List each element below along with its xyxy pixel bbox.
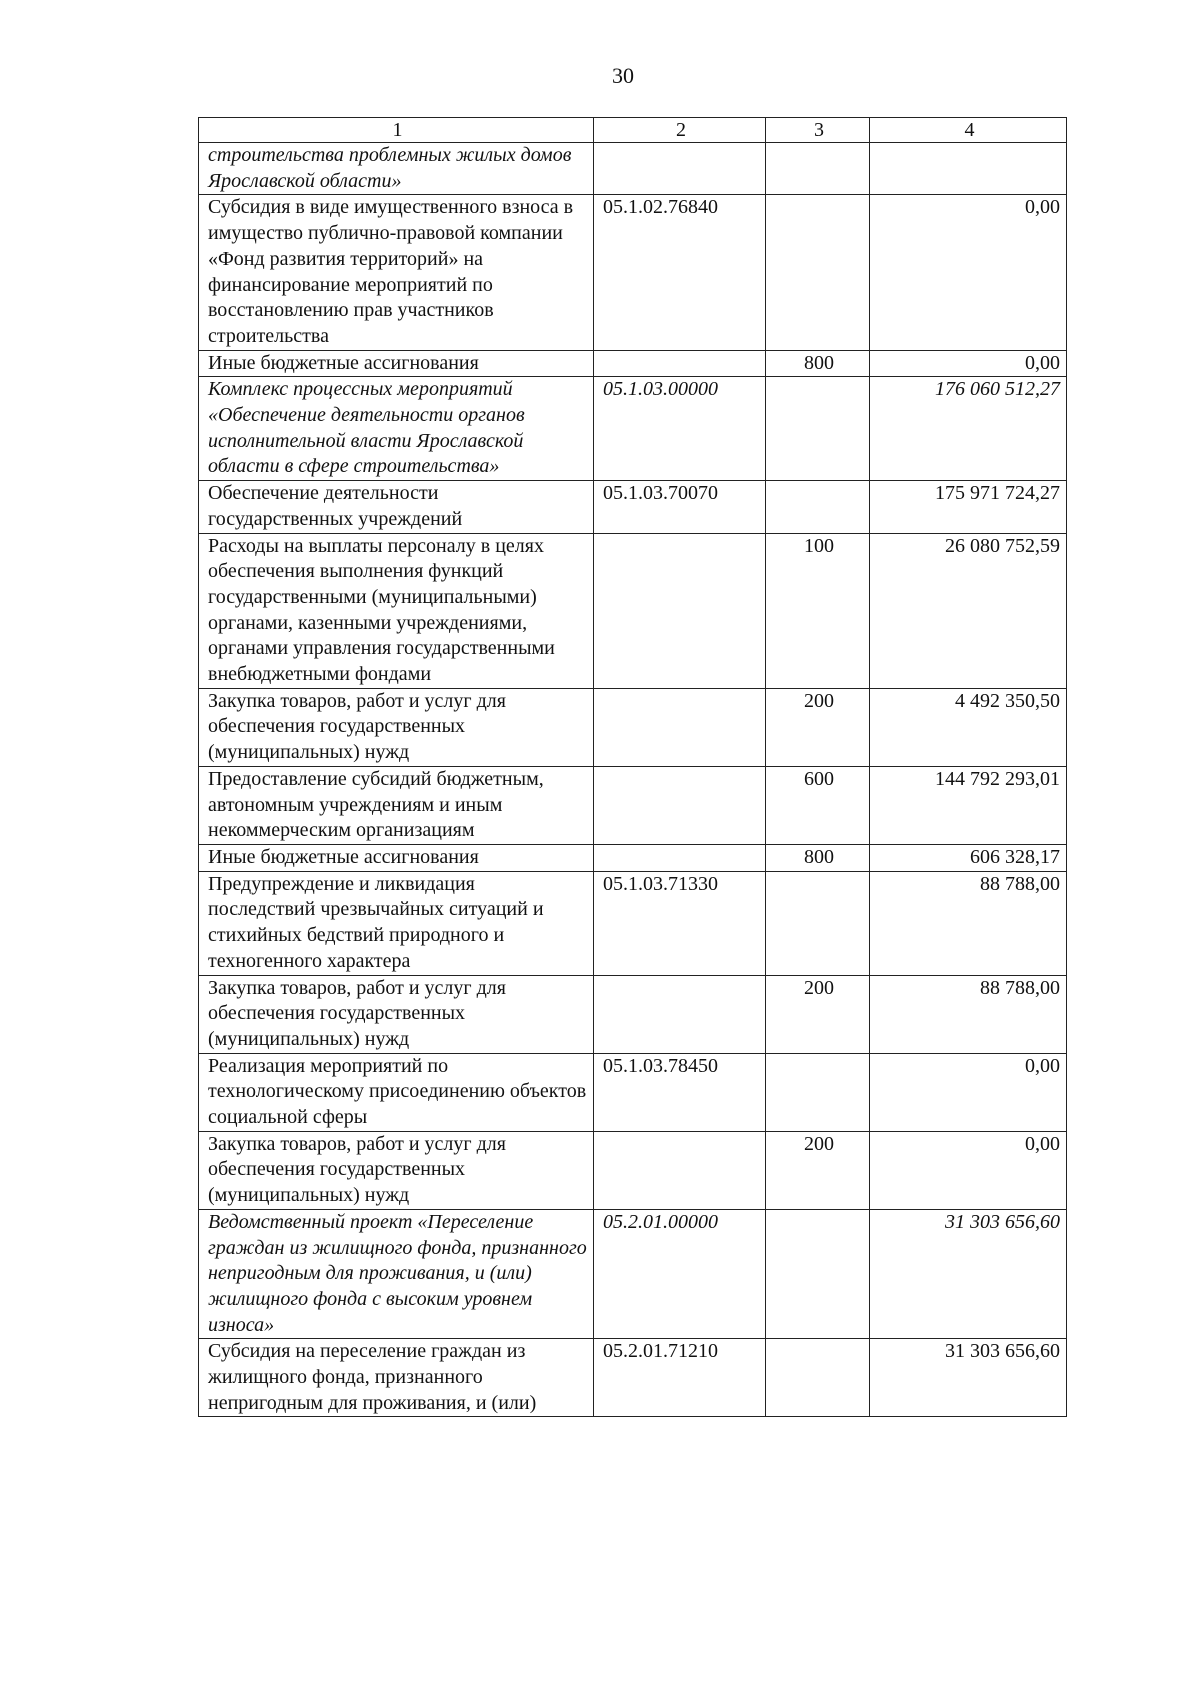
budget-table: [198, 117, 1067, 1417]
row-amount-cell: 88 788,00: [870, 975, 1067, 1053]
row-name-cell: Субсидия в виде имущественного взноса в имущество публично-правовой компании «Фонд развития территорий» на финансирование мероприятий по восстановлению прав участников строительства: [199, 195, 594, 350]
row-amount-cell: 144 792 293,01: [870, 766, 1067, 844]
table-row: [199, 844, 1067, 871]
row-name-cell: строительства проблемных жилых домов Ярославской области»: [199, 143, 594, 195]
table-row: [199, 1053, 1067, 1131]
table-row: [199, 1131, 1067, 1209]
table-row: [199, 975, 1067, 1053]
row-code-cell: [594, 688, 766, 766]
column-header-4: 4: [870, 118, 1067, 143]
row-amount-cell: 0,00: [870, 350, 1067, 377]
row-name-cell: Ведомственный проект «Переселение граждан из жилищного фонда, признанного непригодным для проживания, и (или) жилищного фонда с высоким уровнем износа»: [199, 1209, 594, 1339]
row-type-cell: 200: [766, 1131, 870, 1209]
row-name-cell: Закупка товаров, работ и услуг для обеспечения государственных (муниципальных) нужд: [199, 1131, 594, 1209]
row-name-cell: Субсидия на переселение граждан из жилищного фонда, признанного непригодным для проживания, и (или): [199, 1339, 594, 1417]
row-amount-cell: 26 080 752,59: [870, 533, 1067, 688]
column-header-3: 3: [766, 118, 870, 143]
row-name-cell: Предупреждение и ликвидация последствий чрезвычайных ситуаций и стихийных бедствий природного и техногенного характера: [199, 871, 594, 975]
row-amount-cell: 606 328,17: [870, 844, 1067, 871]
row-type-cell: [766, 143, 870, 195]
row-type-cell: 600: [766, 766, 870, 844]
row-amount-cell: 175 971 724,27: [870, 481, 1067, 533]
row-name-cell: Обеспечение деятельности государственных учреждений: [199, 481, 594, 533]
row-code-cell: [594, 533, 766, 688]
page-number: 30: [612, 63, 634, 88]
row-name-cell: Расходы на выплаты персоналу в целях обеспечения выполнения функций государственными (муниципальными) органами, казенными учреждениями, органами управления государственными внебюджетными фондами: [199, 533, 594, 688]
row-amount-cell: 88 788,00: [870, 871, 1067, 975]
table-row: [199, 377, 1067, 481]
row-type-cell: 800: [766, 350, 870, 377]
table-row: [199, 533, 1067, 688]
row-amount-cell: 0,00: [870, 1053, 1067, 1131]
row-amount-cell: 4 492 350,50: [870, 688, 1067, 766]
row-type-cell: 200: [766, 975, 870, 1053]
row-code-cell: [594, 844, 766, 871]
row-code-cell: 05.1.03.78450: [594, 1053, 766, 1131]
row-code-cell: 05.2.01.00000: [594, 1209, 766, 1339]
row-amount-cell: 0,00: [870, 195, 1067, 350]
row-amount-cell: 0,00: [870, 1131, 1067, 1209]
row-code-cell: 05.2.01.71210: [594, 1339, 766, 1417]
row-code-cell: [594, 975, 766, 1053]
row-type-cell: [766, 1209, 870, 1339]
row-type-cell: [766, 1053, 870, 1131]
row-name-cell: Иные бюджетные ассигнования: [199, 844, 594, 871]
row-type-cell: [766, 195, 870, 350]
row-name-cell: Иные бюджетные ассигнования: [199, 350, 594, 377]
row-code-cell: 05.1.03.70070: [594, 481, 766, 533]
budget-table-body: [199, 118, 1067, 1417]
row-name-cell: Закупка товаров, работ и услуг для обеспечения государственных (муниципальных) нужд: [199, 975, 594, 1053]
table-row: [199, 481, 1067, 533]
row-type-cell: 800: [766, 844, 870, 871]
table-row: [199, 766, 1067, 844]
table-row: [199, 143, 1067, 195]
table-row: [199, 350, 1067, 377]
row-amount-cell: 31 303 656,60: [870, 1339, 1067, 1417]
row-amount-cell: [870, 143, 1067, 195]
table-row: [199, 1339, 1067, 1417]
row-type-cell: [766, 377, 870, 481]
row-code-cell: [594, 350, 766, 377]
row-name-cell: Комплекс процессных мероприятий «Обеспечение деятельности органов исполнительной власти Ярославской области в сфере строительства»: [199, 377, 594, 481]
row-type-cell: [766, 1339, 870, 1417]
row-name-cell: Закупка товаров, работ и услуг для обеспечения государственных (муниципальных) нужд: [199, 688, 594, 766]
table-row: [199, 688, 1067, 766]
row-type-cell: [766, 871, 870, 975]
table-row: [199, 1209, 1067, 1339]
table-row: [199, 195, 1067, 350]
table-header-row: [199, 118, 1067, 143]
row-code-cell: [594, 143, 766, 195]
row-type-cell: 100: [766, 533, 870, 688]
row-amount-cell: 31 303 656,60: [870, 1209, 1067, 1339]
table-row: [199, 871, 1067, 975]
row-code-cell: [594, 766, 766, 844]
column-header-1: 1: [199, 118, 594, 143]
row-code-cell: 05.1.03.71330: [594, 871, 766, 975]
row-name-cell: Предоставление субсидий бюджетным, автономным учреждениям и иным некоммерческим организациям: [199, 766, 594, 844]
row-amount-cell: 176 060 512,27: [870, 377, 1067, 481]
row-code-cell: 05.1.02.76840: [594, 195, 766, 350]
column-header-2: 2: [594, 118, 766, 143]
row-type-cell: 200: [766, 688, 870, 766]
row-code-cell: [594, 1131, 766, 1209]
row-type-cell: [766, 481, 870, 533]
row-name-cell: Реализация мероприятий по технологическому присоединению объектов социальной сферы: [199, 1053, 594, 1131]
row-code-cell: 05.1.03.00000: [594, 377, 766, 481]
